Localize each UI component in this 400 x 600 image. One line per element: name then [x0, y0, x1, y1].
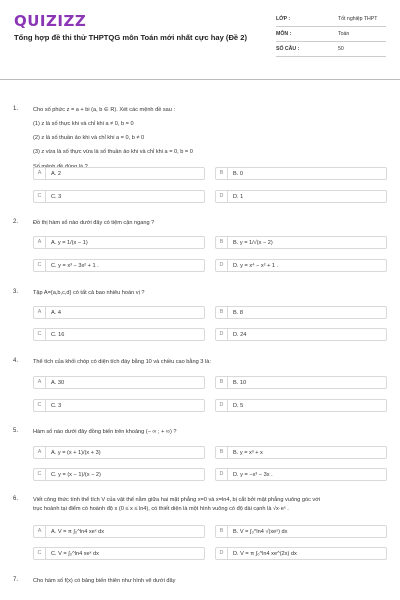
option-text: C. 16 — [51, 331, 65, 338]
question-number: 4. — [13, 358, 19, 364]
meta-row-class — [276, 13, 386, 27]
answer-option-a[interactable] — [33, 446, 205, 459]
answer-option-c[interactable] — [33, 399, 205, 412]
option-letter: D — [216, 400, 228, 411]
option-text: B. y = x³ + x — [233, 449, 263, 456]
question-text: Cho số phức z = a + bi (a, b ∈ R). Xét các mệnh đề sau : — [33, 107, 176, 113]
option-letter: A — [34, 307, 46, 318]
option-letter: C — [34, 548, 46, 559]
answer-option-c[interactable] — [33, 190, 205, 203]
option-letter: A — [34, 168, 46, 179]
question-text: Viết công thức tính thể tích V của vật thể nằm giữa hai mặt phẳng x=0 và x=ln4, bị cắt bởi mặt phẳng vuông góc với — [33, 497, 321, 503]
question-text: trục hoành tại điểm có hoành độ x (0 ≤ x ≤ ln4), có thiết diện là một hình vuông có độ dài cạnh là √x·eˣ . — [33, 506, 289, 512]
option-text: C. y = x³ − 3x² + 1 . — [51, 262, 99, 269]
worksheet-meta — [276, 13, 386, 58]
question-number: 7. — [13, 577, 19, 583]
option-letter: D — [216, 260, 228, 271]
answer-option-a[interactable] — [33, 167, 205, 180]
question-number: 2. — [13, 219, 19, 225]
answer-option-c[interactable] — [33, 328, 205, 341]
question-number: 5. — [13, 428, 19, 434]
question-text: (1) z là số thực khi và chỉ khi a ≠ 0, b = 0 — [33, 121, 134, 127]
meta-value-subject: Toán — [338, 31, 350, 37]
option-text: C. 3 — [51, 193, 62, 200]
option-letter: C — [34, 329, 46, 340]
question-number: 3. — [13, 289, 19, 295]
meta-value-class: Tốt nghiệp THPT — [338, 16, 378, 22]
answer-option-b[interactable] — [215, 306, 387, 319]
answer-option-d[interactable] — [215, 399, 387, 412]
option-letter: A — [34, 526, 46, 537]
answer-option-d[interactable] — [215, 328, 387, 341]
option-text: D. 24 — [233, 331, 247, 338]
option-text: C. 3 — [51, 402, 62, 409]
question-number: 1. — [13, 106, 19, 112]
option-letter: D — [216, 548, 228, 559]
option-letter: A — [34, 377, 46, 388]
answer-option-d[interactable] — [215, 259, 387, 272]
answer-option-c[interactable] — [33, 547, 205, 560]
answer-option-a[interactable] — [33, 376, 205, 389]
meta-key-subject: MÔN : — [276, 31, 292, 37]
option-letter: B — [216, 237, 228, 248]
answer-option-d[interactable] — [215, 468, 387, 481]
option-letter: B — [216, 377, 228, 388]
meta-key-count: SỐ CÂU : — [276, 46, 300, 52]
worksheet-title: Tổng hợp đề thi thử THPTQG môn Toán mới nhất cực hay (Đề 2) — [14, 33, 248, 42]
question-text: (3) z vừa là số thực vừa là số thuần ảo khi và chỉ khi a = 0, b = 0 — [33, 149, 193, 155]
option-letter: C — [34, 191, 46, 202]
option-text: B. y = 1/√(x − 2) — [233, 239, 273, 246]
answer-option-c[interactable] — [33, 259, 205, 272]
answer-option-b[interactable] — [215, 376, 387, 389]
option-text: D. y = −x³ − 3x . — [233, 471, 273, 478]
quizizz-logo: QUIZIZZ — [14, 12, 87, 30]
option-letter: A — [34, 237, 46, 248]
worksheet-header — [0, 0, 400, 70]
option-text: D. 1 — [233, 193, 244, 200]
question-text: Hàm số nào dưới đây đồng biến trên khoảng (− ∞ ; + ∞) ? — [33, 429, 177, 435]
option-text: D. y = x⁴ − x² + 1 . — [233, 262, 279, 269]
option-letter: D — [216, 191, 228, 202]
option-text: A. 4 — [51, 309, 61, 316]
option-text: D. 5 — [233, 402, 244, 409]
question-text: Tập A={a,b,c,d} có tất cả bao nhiêu hoán vị ? — [33, 290, 145, 296]
option-text: C. V = ∫₀^ln4 xeˣ dx — [51, 550, 99, 557]
option-text: B. 8 — [233, 309, 243, 316]
option-text: A. y = 1/(x − 1) — [51, 239, 88, 246]
option-text: C. y = (x − 1)/(x − 2) — [51, 471, 101, 478]
meta-value-count: 50 — [338, 46, 344, 52]
answer-option-a[interactable] — [33, 306, 205, 319]
question-text: Cho hàm số f(x) có bảng biến thiên như hình vẽ dưới đây — [33, 578, 176, 584]
header-divider — [0, 79, 400, 80]
question-number: 6. — [13, 496, 19, 502]
option-letter: B — [216, 447, 228, 458]
option-text: A. y = (x + 1)/(x + 3) — [51, 449, 101, 456]
option-text: B. V = ∫₀^ln4 √(xeˣ) dx — [233, 528, 288, 535]
option-text: B. 10 — [233, 379, 247, 386]
question-text: (2) z là số thuần ảo khi và chỉ khi a = 0, b ≠ 0 — [33, 135, 145, 141]
answer-option-b[interactable] — [215, 525, 387, 538]
meta-key-class: LỚP : — [276, 16, 291, 22]
answer-option-b[interactable] — [215, 167, 387, 180]
answer-option-d[interactable] — [215, 547, 387, 560]
option-letter: B — [216, 168, 228, 179]
option-letter: D — [216, 329, 228, 340]
meta-row-subject — [276, 28, 386, 42]
question-text: Đồ thị hàm số nào dưới đây có tiệm cận ngang ? — [33, 220, 155, 226]
option-letter: C — [34, 469, 46, 480]
question-text: Thể tích của khối chóp có diện tích đáy bằng 10 và chiều cao bằng 3 là: — [33, 359, 211, 365]
option-text: A. V = π ∫₀^ln4 xeˣ dx — [51, 528, 105, 535]
option-text: D. V = π ∫₀^ln4 xe^(2x) dx — [233, 550, 297, 557]
option-text: B. 0 — [233, 170, 243, 177]
option-letter: D — [216, 469, 228, 480]
option-letter: C — [34, 260, 46, 271]
option-letter: B — [216, 307, 228, 318]
option-text: A. 2 — [51, 170, 61, 177]
answer-option-d[interactable] — [215, 190, 387, 203]
option-letter: A — [34, 447, 46, 458]
answer-option-a[interactable] — [33, 236, 205, 249]
option-letter: B — [216, 526, 228, 537]
meta-row-count — [276, 43, 386, 57]
option-letter: C — [34, 400, 46, 411]
answer-option-b[interactable] — [215, 236, 387, 249]
answer-option-a[interactable] — [33, 525, 205, 538]
answer-option-b[interactable] — [215, 446, 387, 459]
answer-option-c[interactable] — [33, 468, 205, 481]
option-text: A. 30 — [51, 379, 65, 386]
